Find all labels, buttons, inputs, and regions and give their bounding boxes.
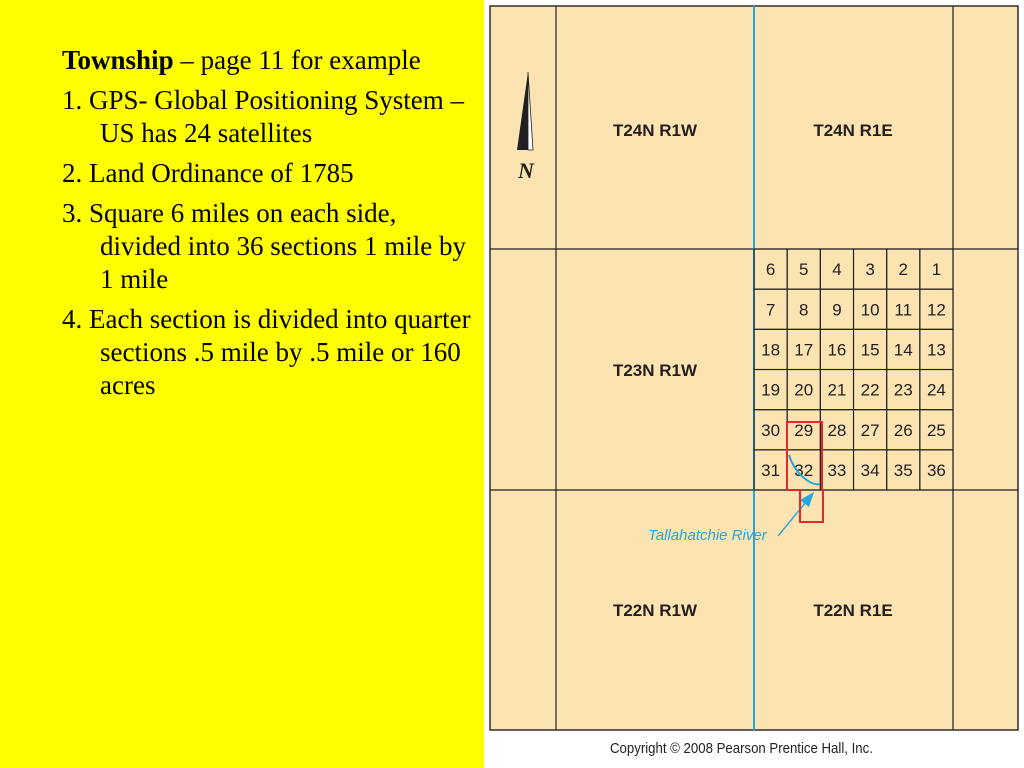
township-text: – page 11 for example [173,45,421,75]
section-number-26: 26 [893,420,913,440]
river-label: Tallahatchie River [648,527,767,544]
label-t23n-r1w: T23N R1W [612,361,698,380]
square-text: 3. Square 6 miles on each side, divided into 36 sections 1 mile by 1 mile [62,198,466,294]
section-number-33: 33 [827,460,847,480]
gps-text: 1. GPS- Global Positioning System – US has 24 satellites [62,85,465,148]
paragraph-land-ordinance [62,157,472,190]
section-number-34: 34 [860,460,880,480]
section-number-21: 21 [827,380,847,400]
section-number-5: 5 [799,260,809,280]
section-number-18: 18 [761,340,781,360]
section-number-15: 15 [860,340,880,360]
section-number-30: 30 [761,420,781,440]
bullet-list [62,44,472,409]
paragraph-township [62,44,472,77]
north-label: N [518,158,534,183]
text-panel [0,0,484,768]
quarter-sections-text: 4. Each section is divided into quarter sections .5 mile by .5 mile or 160 acres [62,304,471,400]
paragraph-gps [62,84,472,150]
section-number-8: 8 [799,300,809,320]
label-t22n-r1w: T22N R1W [612,601,698,620]
land-ordinance-text: 2. Land Ordinance of 1785 [62,158,354,188]
label-t24n-r1w: T24N R1W [612,121,698,140]
section-number-3: 3 [865,260,875,280]
map-panel [484,0,1024,768]
section-number-1: 1 [931,260,942,280]
section-number-23: 23 [893,380,913,400]
section-number-27: 27 [860,420,880,440]
section-number-12: 12 [926,300,946,320]
label-t22n-r1e: T22N R1E [813,601,893,620]
section-number-10: 10 [860,300,880,320]
section-number-31: 31 [761,460,781,480]
section-number-35: 35 [893,460,913,480]
section-number-19: 19 [761,380,781,400]
paragraph-quarter-sections [62,303,472,402]
section-number-28: 28 [827,420,847,440]
section-number-6: 6 [765,260,776,280]
section-number-22: 22 [860,380,880,400]
label-t24n-r1e: T24N R1E [813,121,893,140]
section-number-2: 2 [898,260,908,280]
section-number-36: 36 [926,460,946,480]
section-number-16: 16 [827,340,847,360]
section-number-17: 17 [794,340,814,360]
section-number-24: 24 [926,380,946,400]
section-number-7: 7 [765,300,776,320]
township-map [484,0,1024,768]
copyright-notice: Copyright © 2008 Pearson Prentice Hall, Inc. [610,740,873,757]
section-number-11: 11 [894,300,913,320]
paragraph-square [62,197,472,296]
section-number-13: 13 [926,340,946,360]
section-number-14: 14 [893,340,913,360]
section-number-4: 4 [832,260,842,280]
section-number-25: 25 [926,420,946,440]
section-number-29: 29 [794,420,814,440]
section-number-32: 32 [794,460,814,480]
section-number-9: 9 [832,300,842,320]
township-term: Township [62,45,174,75]
section-number-20: 20 [794,380,814,400]
